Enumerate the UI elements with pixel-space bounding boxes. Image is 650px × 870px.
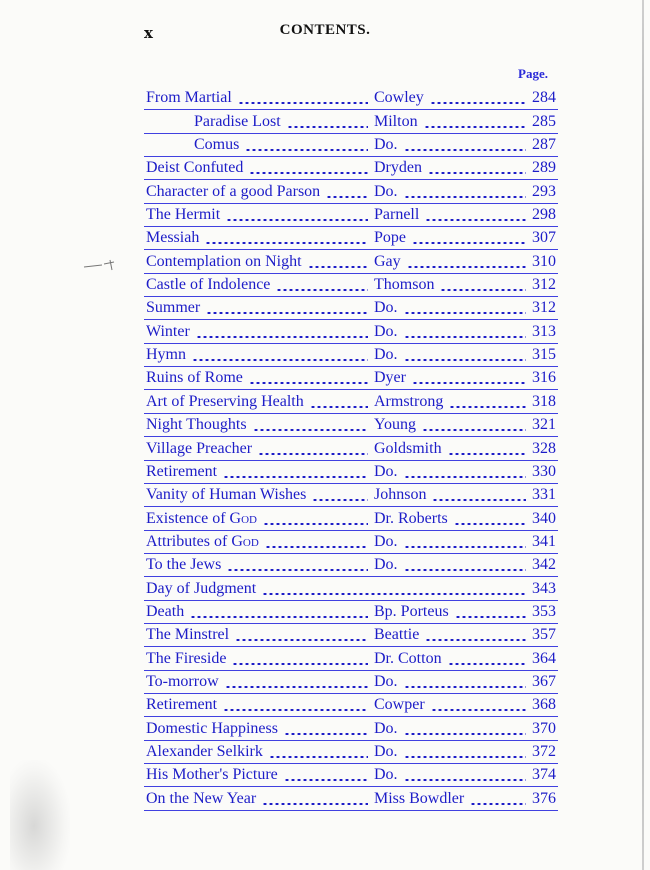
dot-leader bbox=[206, 312, 368, 314]
dot-leader bbox=[404, 149, 526, 151]
toc-entry-author: Do. bbox=[374, 182, 398, 200]
toc-entry-author: Do. bbox=[374, 719, 398, 737]
dot-leader bbox=[192, 359, 368, 361]
dot-leader bbox=[312, 499, 368, 501]
dot-leader bbox=[404, 779, 526, 781]
toc-entry[interactable] bbox=[144, 110, 558, 133]
dot-leader bbox=[308, 266, 368, 268]
toc-entry-title: From Martial bbox=[146, 89, 232, 107]
dot-leader bbox=[404, 686, 526, 688]
toc-entry-title: Alexander Selkirk bbox=[146, 742, 263, 760]
dot-leader bbox=[404, 546, 526, 548]
toc-entry[interactable] bbox=[144, 601, 558, 624]
toc-entry-title: Paradise Lost bbox=[194, 112, 281, 130]
dot-leader bbox=[404, 733, 526, 735]
toc-entry-author: Parnell bbox=[374, 206, 420, 224]
toc-entry-page: 357 bbox=[532, 626, 556, 644]
toc-entry[interactable] bbox=[144, 274, 558, 297]
toc-entry-title: Summer bbox=[146, 299, 201, 317]
toc-entry-page: 328 bbox=[532, 439, 556, 457]
toc-entry-title: The Minstrel bbox=[146, 626, 230, 644]
dot-leader bbox=[245, 149, 368, 151]
dot-leader bbox=[425, 219, 526, 221]
toc-entry-page: 307 bbox=[532, 229, 556, 247]
toc-entry-page: 312 bbox=[532, 276, 556, 294]
toc-entry-title: Day of Judgment bbox=[146, 579, 257, 597]
page-folio: x bbox=[144, 24, 153, 42]
dot-leader bbox=[404, 476, 526, 478]
toc-entry-author: Dr. Roberts bbox=[374, 509, 448, 527]
dot-leader bbox=[223, 476, 368, 478]
dot-leader bbox=[223, 709, 368, 711]
dot-leader bbox=[249, 172, 368, 174]
toc-entry-author: Dryden bbox=[374, 159, 422, 177]
dot-leader bbox=[404, 336, 526, 338]
dot-leader bbox=[470, 803, 526, 805]
dot-leader bbox=[404, 359, 526, 361]
toc-entry[interactable] bbox=[144, 717, 558, 740]
toc-entry-title: Character of a good Parson bbox=[146, 182, 321, 200]
dot-leader bbox=[253, 429, 368, 431]
dot-leader bbox=[404, 312, 526, 314]
toc-entry-title: The Fireside bbox=[146, 649, 227, 667]
dot-leader bbox=[404, 569, 526, 571]
toc-entry-page: 318 bbox=[532, 392, 556, 410]
toc-entry-page: 289 bbox=[532, 159, 556, 177]
toc-entry[interactable] bbox=[144, 157, 558, 180]
toc-entry-author: Do. bbox=[374, 462, 398, 480]
toc-entry-title: Deist Confuted bbox=[146, 159, 244, 177]
dot-leader bbox=[265, 546, 368, 548]
paper-stain bbox=[10, 760, 70, 870]
toc-entry-page: 298 bbox=[532, 206, 556, 224]
toc-entry-page: 331 bbox=[532, 486, 556, 504]
toc-entry[interactable] bbox=[144, 367, 558, 390]
toc-entry-author: Do. bbox=[374, 672, 398, 690]
dot-leader bbox=[235, 639, 368, 641]
dot-leader bbox=[262, 803, 368, 805]
toc-entry-author: Do. bbox=[374, 556, 398, 574]
dot-leader bbox=[404, 196, 526, 198]
toc-entry-title: Night Thoughts bbox=[146, 416, 247, 434]
toc-entry-page: 321 bbox=[532, 416, 556, 434]
dot-leader bbox=[310, 406, 368, 408]
toc-entry[interactable] bbox=[144, 741, 558, 764]
toc-entry-author: Do. bbox=[374, 742, 398, 760]
dot-leader bbox=[196, 336, 368, 338]
dot-leader bbox=[227, 569, 368, 571]
dot-leader bbox=[258, 453, 368, 455]
dot-leader bbox=[232, 663, 368, 665]
toc-entry[interactable] bbox=[144, 461, 558, 484]
toc-entry-page: 370 bbox=[532, 719, 556, 737]
toc-entry-title: On the New Year bbox=[146, 789, 257, 807]
toc-entry-author: Gay bbox=[374, 252, 401, 270]
toc-entry[interactable] bbox=[144, 437, 558, 460]
toc-entry-page: 340 bbox=[532, 509, 556, 527]
toc-entry[interactable] bbox=[144, 204, 558, 227]
toc-entry-author: Beattie bbox=[374, 626, 420, 644]
toc-entry-page: 367 bbox=[532, 672, 556, 690]
toc-entry-title: Ruins of Rome bbox=[146, 369, 243, 387]
dot-leader bbox=[412, 242, 526, 244]
toc-entry-page: 364 bbox=[532, 649, 556, 667]
toc-entry-title: To the Jews bbox=[146, 556, 222, 574]
dot-leader bbox=[287, 126, 368, 128]
toc-entry-title: Comus bbox=[194, 136, 240, 154]
toc-entry[interactable] bbox=[144, 297, 558, 320]
toc-entry-author: Thomson bbox=[374, 276, 435, 294]
dot-leader bbox=[238, 102, 368, 104]
toc-entry-title: His Mother's Picture bbox=[146, 766, 278, 784]
toc-entry-page: 376 bbox=[532, 789, 556, 807]
toc-entry-title: Hymn bbox=[146, 346, 186, 364]
dot-leader bbox=[249, 382, 368, 384]
dot-leader bbox=[424, 126, 526, 128]
toc-entry-page: 315 bbox=[532, 346, 556, 364]
toc-entry-page: 287 bbox=[532, 136, 556, 154]
dot-leader bbox=[407, 266, 526, 268]
toc-entry[interactable] bbox=[144, 180, 558, 203]
dot-leader bbox=[412, 382, 526, 384]
dot-leader bbox=[422, 429, 526, 431]
toc-entry[interactable] bbox=[144, 390, 558, 413]
toc-entry-author: Do. bbox=[374, 299, 398, 317]
toc-entry-title: Retirement bbox=[146, 462, 218, 480]
toc-entry-title: Village Preacher bbox=[146, 439, 253, 457]
toc-entry-title: To-morrow bbox=[146, 672, 219, 690]
toc-entry-author: Young bbox=[374, 416, 416, 434]
dot-leader bbox=[269, 756, 368, 758]
dot-leader bbox=[448, 453, 526, 455]
dot-leader bbox=[276, 289, 368, 291]
toc-entry-author: Dr. Cotton bbox=[374, 649, 442, 667]
dot-leader bbox=[425, 639, 526, 641]
toc-entry-title: Messiah bbox=[146, 229, 200, 247]
toc-entry-author: Johnson bbox=[374, 486, 427, 504]
toc-entry-title: Death bbox=[146, 602, 185, 620]
toc-entry-title: The Hermit bbox=[146, 206, 221, 224]
dot-leader bbox=[404, 756, 526, 758]
toc-entry[interactable] bbox=[144, 694, 558, 717]
toc-entry-author: Dyer bbox=[374, 369, 406, 387]
toc-entry-author: Pope bbox=[374, 229, 406, 247]
toc-entry-page: 341 bbox=[532, 532, 556, 550]
toc-entry[interactable] bbox=[144, 344, 558, 367]
toc-entry-page: 312 bbox=[532, 299, 556, 317]
toc-entry[interactable] bbox=[144, 531, 558, 554]
toc-entry-page: 284 bbox=[532, 89, 556, 107]
toc-entry[interactable] bbox=[144, 554, 558, 577]
toc-entry-page: 313 bbox=[532, 322, 556, 340]
toc-entry-title: Castle of Indolence bbox=[146, 276, 271, 294]
toc-entry[interactable] bbox=[144, 227, 558, 250]
dot-leader bbox=[326, 196, 368, 198]
dot-leader bbox=[226, 219, 368, 221]
toc-entry[interactable] bbox=[144, 624, 558, 647]
toc-entry-author: Bp. Porteus bbox=[374, 602, 449, 620]
toc-entry-author: Do. bbox=[374, 766, 398, 784]
small-caps-word: God bbox=[231, 532, 259, 550]
toc-entry[interactable] bbox=[144, 671, 558, 694]
dot-leader bbox=[190, 616, 368, 618]
toc-entry[interactable] bbox=[144, 250, 558, 273]
toc-entry-title: Domestic Happiness bbox=[146, 719, 278, 737]
toc-entry-page: 353 bbox=[532, 602, 556, 620]
dot-leader bbox=[262, 593, 526, 595]
toc-entry-author: Goldsmith bbox=[374, 439, 442, 457]
dot-leader bbox=[432, 499, 526, 501]
dot-leader bbox=[263, 523, 368, 525]
toc-entry[interactable] bbox=[144, 87, 558, 110]
toc-entry-title: Vanity of Human Wishes bbox=[146, 486, 307, 504]
toc-entry[interactable] bbox=[144, 507, 558, 530]
toc-entry-page: 342 bbox=[532, 556, 556, 574]
toc-entry-author: Do. bbox=[374, 346, 398, 364]
page-edge bbox=[642, 0, 644, 870]
toc-entry[interactable] bbox=[144, 414, 558, 437]
dot-leader bbox=[205, 242, 368, 244]
toc-entry[interactable] bbox=[144, 787, 558, 810]
toc-entry-page: 372 bbox=[532, 742, 556, 760]
toc-entry-author: Miss Bowdler bbox=[374, 789, 465, 807]
dot-leader bbox=[431, 709, 526, 711]
toc-entry-title: Attributes of God bbox=[146, 532, 259, 550]
dot-leader bbox=[449, 406, 526, 408]
toc-entry-page: 343 bbox=[532, 579, 556, 597]
dot-leader bbox=[454, 523, 526, 525]
toc-entry-title: Retirement bbox=[146, 696, 218, 714]
toc-entry-author: Do. bbox=[374, 322, 398, 340]
page-column-label: Page. bbox=[518, 66, 548, 81]
toc-entry-author: Armstrong bbox=[374, 392, 444, 410]
toc-entry-title: Winter bbox=[146, 322, 190, 340]
toc-entry-page: 330 bbox=[532, 462, 556, 480]
toc-entry-author: Do. bbox=[374, 532, 398, 550]
toc-entry-author: Do. bbox=[374, 136, 398, 154]
dot-leader bbox=[448, 663, 526, 665]
toc-entry-author: Cowper bbox=[374, 696, 425, 714]
dot-leader bbox=[284, 779, 368, 781]
toc-entry[interactable] bbox=[144, 484, 558, 507]
toc-entry-page: 310 bbox=[532, 252, 556, 270]
toc-entry[interactable] bbox=[144, 647, 558, 670]
table-of-contents bbox=[144, 87, 558, 811]
toc-entry-page: 285 bbox=[532, 112, 556, 130]
dot-leader bbox=[428, 172, 526, 174]
toc-entry-page: 374 bbox=[532, 766, 556, 784]
toc-entry[interactable] bbox=[144, 320, 558, 343]
toc-entry-author: Milton bbox=[374, 112, 418, 130]
toc-entry-author: Cowley bbox=[374, 89, 424, 107]
toc-entry-title: Contemplation on Night bbox=[146, 252, 302, 270]
dot-leader bbox=[455, 616, 526, 618]
toc-entry[interactable] bbox=[144, 764, 558, 787]
dot-leader bbox=[225, 686, 368, 688]
toc-entry-page: 293 bbox=[532, 182, 556, 200]
dot-leader bbox=[284, 733, 368, 735]
toc-entry-title: Art of Preserving Health bbox=[146, 392, 304, 410]
toc-entry[interactable] bbox=[144, 577, 558, 600]
small-caps-word: God bbox=[229, 509, 257, 527]
toc-entry[interactable] bbox=[144, 134, 558, 157]
toc-entry-page: 368 bbox=[532, 696, 556, 714]
page-title: CONTENTS. bbox=[279, 22, 371, 38]
toc-entry-page: 316 bbox=[532, 369, 556, 387]
dot-leader bbox=[440, 289, 526, 291]
dot-leader bbox=[430, 102, 526, 104]
margin-pencil-mark bbox=[82, 258, 118, 272]
toc-entry-title: Existence of God bbox=[146, 509, 257, 527]
